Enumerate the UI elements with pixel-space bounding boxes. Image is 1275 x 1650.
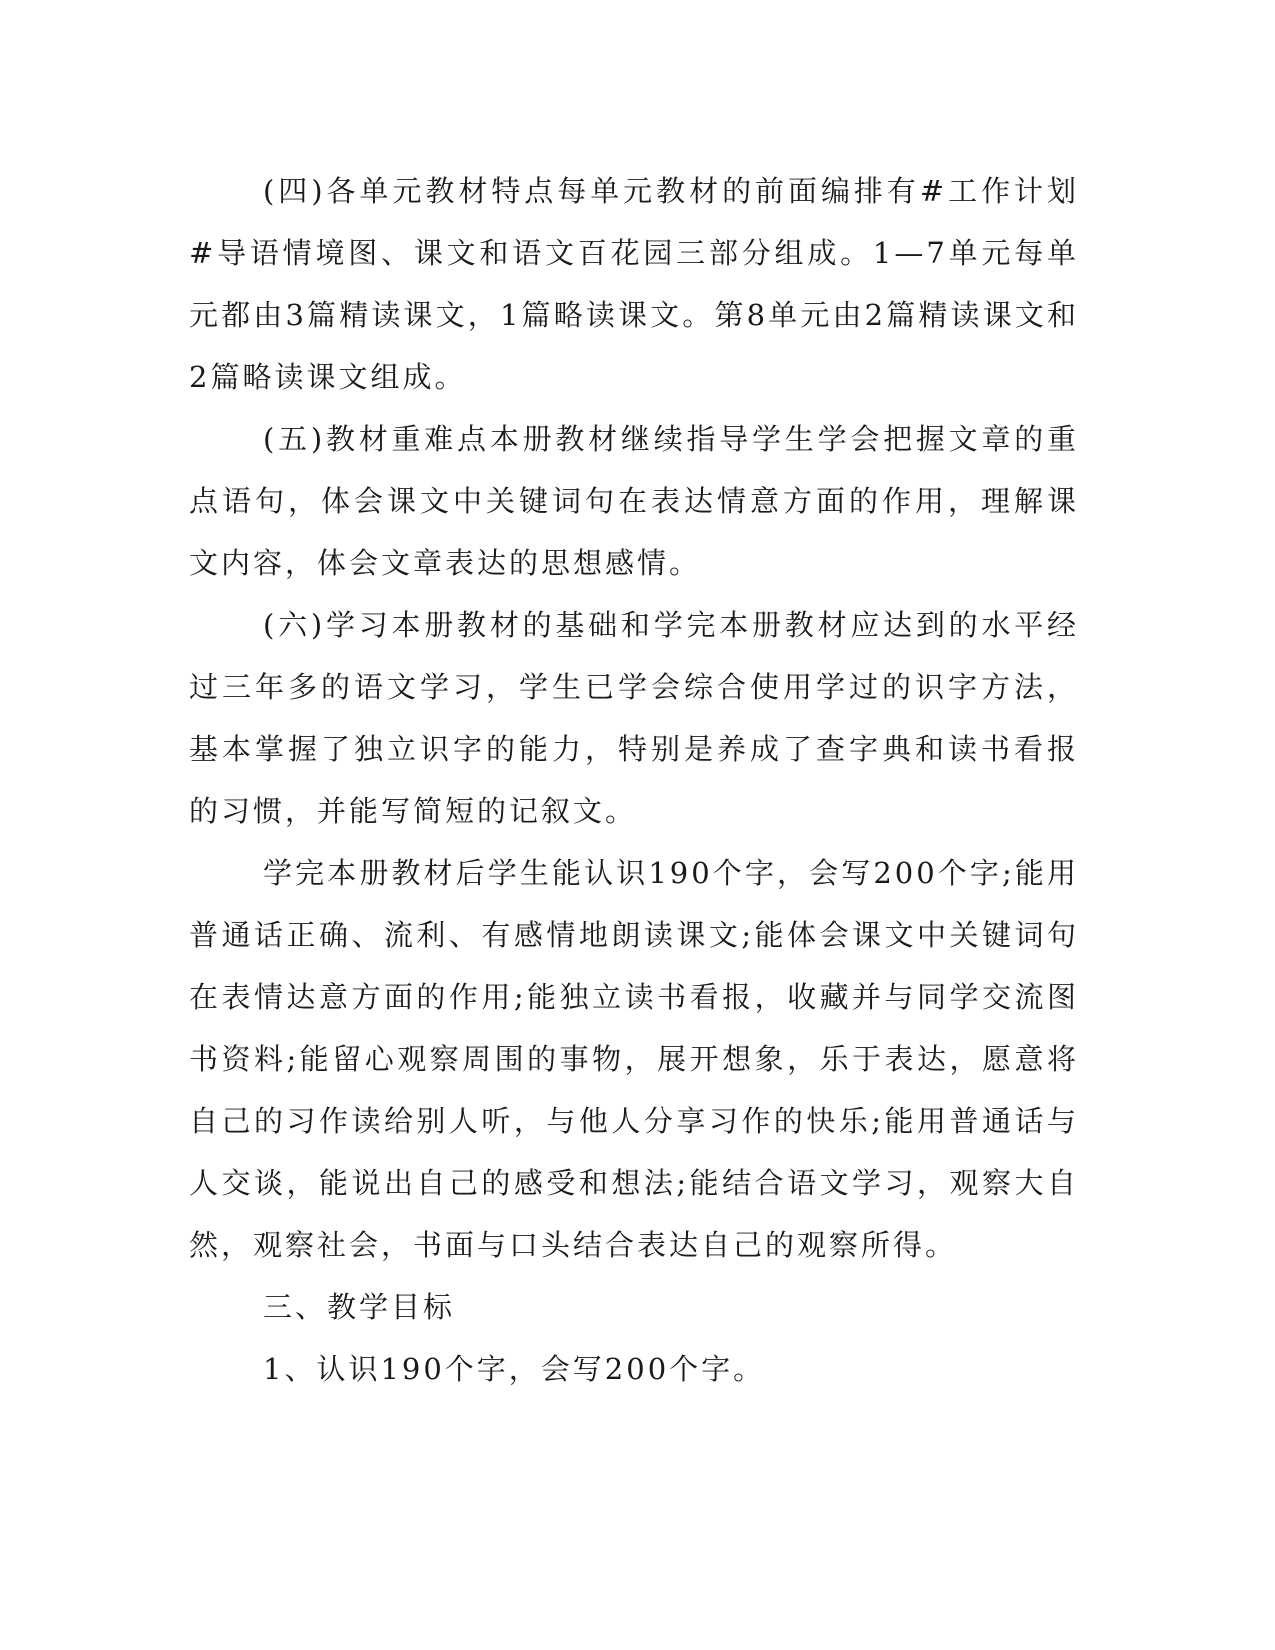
paragraph-learning-foundation: (六)学习本册教材的基础和学完本册教材应达到的水平经过三年多的语文学习，学生已学会综合使用学过的识字方法，基本掌握了独立识字的能力，特别是养成了查字典和读书看报的习惯，并能写简短的记叙文。 [189, 608, 1079, 828]
paragraph-unit-features: (四)各单元教材特点每单元教材的前面编排有#工作计划#导语情境图、课文和语文百花园三部分组成。1—7单元每单元都由3篇精读课文，1篇略读课文。第8单元由2篇精读课文和2篇略读课文组成。 [189, 174, 1079, 394]
document-body [189, 160, 1079, 1400]
paragraph-key-difficulties: (五)教材重难点本册教材继续指导学生学会把握文章的重点语句，体会课文中关键词句在表达情意方面的作用，理解课文内容，体会文章表达的思想感情。 [189, 422, 1079, 580]
section-heading-teaching-goals: 三、教学目标 [263, 1290, 456, 1324]
goal-item-1: 1、认识190个字，会写200个字。 [263, 1352, 766, 1386]
paragraph-learning-outcomes: 学完本册教材后学生能认识190个字，会写200个字;能用普通话正确、流利、有感情地朗读课文;能体会课文中关键词句在表情达意方面的作用;能独立读书看报，收藏并与同学交流图书资料;能留心观察周围的事物，展开想象，乐于表达，愿意将自己的习作读给别人听，与他人分享习作的快乐;能用普通话与人交谈，能说出自己的感受和想法;能结合语文学习，观察大自然，观察社会，书面与口头结合表达自己的观察所得。 [189, 856, 1079, 1262]
